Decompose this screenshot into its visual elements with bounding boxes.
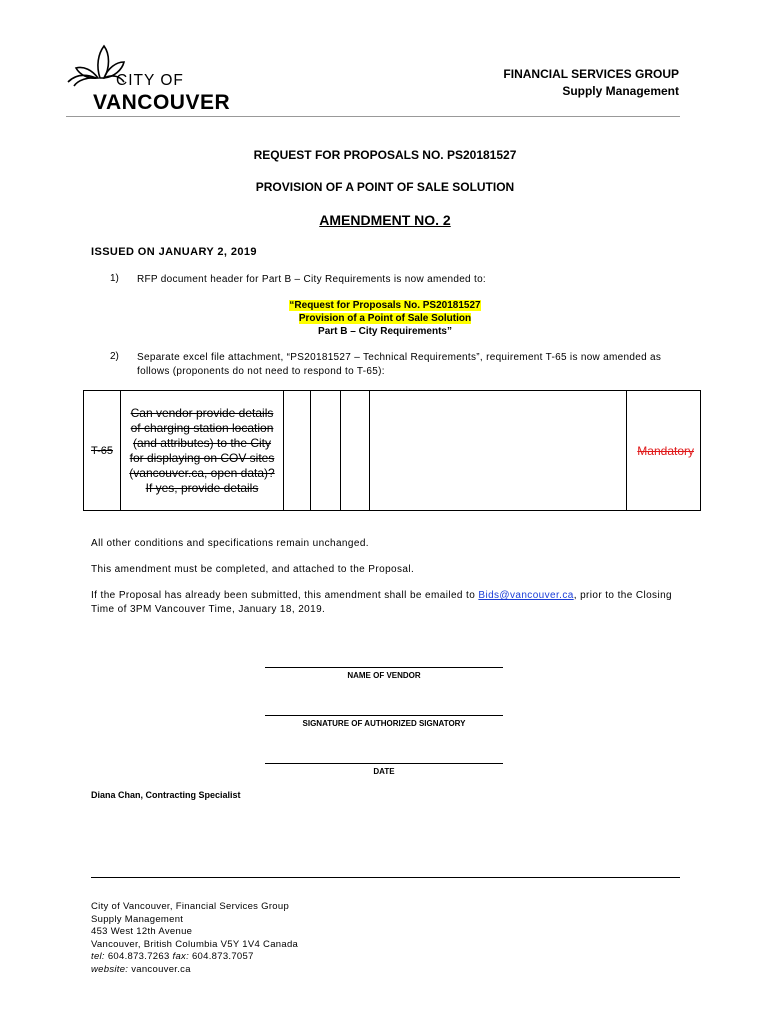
item-1-text: RFP document header for Part B – City Requirements is now amended to: — [137, 274, 487, 285]
footer-line-2: Supply Management — [91, 913, 184, 925]
requirement-description-cell — [121, 391, 284, 511]
footer-line-4: Vancouver, British Columbia V5Y 1V4 Canada — [91, 938, 299, 950]
header-right — [503, 66, 679, 100]
requirement-id: T-65 — [90, 444, 113, 457]
requirement-id-cell — [84, 391, 121, 511]
website-url: vancouver.ca — [131, 963, 191, 975]
provision-title: PROVISION OF A POINT OF SALE SOLUTION — [255, 180, 515, 194]
amended-header-line-3: Part B – City Requirements” — [318, 326, 452, 337]
signatory-label: SIGNATURE OF AUTHORIZED SIGNATORY — [302, 719, 466, 728]
footer-line-3: 453 West 12th Avenue — [91, 926, 193, 937]
complete-paragraph: This amendment must be completed, and attached to the Proposal. — [91, 564, 415, 575]
submitted-paragraph — [91, 589, 691, 616]
tel-number: 604.873.7263 — [107, 951, 170, 962]
requirement-level-cell — [627, 391, 701, 511]
contact-person: Diana Chan, Contracting Specialist — [91, 790, 241, 800]
date-label: DATE — [373, 767, 395, 776]
amendment-title: AMENDMENT NO. 2 — [319, 212, 451, 228]
logo-city-of: CITY OF — [116, 72, 184, 89]
footer-divider — [91, 877, 680, 878]
requirement-description: Can vendor provide details of charging station location (and attributes) to the City for displaying on COV sites (vancouver.ca, open data)? If yes, provide details — [129, 405, 275, 495]
amended-header-block — [0, 299, 770, 338]
signatory-line — [265, 715, 503, 716]
header-dept: Supply Management — [562, 84, 679, 98]
requirement-table — [83, 390, 701, 511]
fax-label: fax: — [172, 951, 190, 962]
footer-phone-line — [91, 951, 298, 964]
submitted-text-pre: If the Proposal has already been submitted, this amendment shall be emailed to — [91, 590, 479, 601]
empty-cell — [311, 391, 341, 511]
footer-address — [91, 901, 298, 976]
vendor-name-label: NAME OF VENDOR — [347, 671, 421, 680]
empty-cell — [284, 391, 311, 511]
unchanged-paragraph: All other conditions and specifications remain unchanged. — [91, 538, 369, 549]
logo-vancouver: VANCOUVER — [93, 91, 231, 114]
submitted-text-post: , prior to the Closing Time of 3PM Vancouver Time, January 18, 2019. — [91, 590, 673, 615]
amended-header-line-1: “Request for Proposals No. PS20181527 — [289, 300, 481, 311]
bids-email-link[interactable]: Bids@vancouver.ca — [478, 590, 574, 601]
table-row — [84, 391, 701, 511]
header-divider — [66, 116, 680, 117]
item-1-number: 1) — [110, 273, 119, 284]
empty-cell — [370, 391, 627, 511]
issued-date: ISSUED ON JANUARY 2, 2019 — [91, 246, 257, 258]
item-2-number: 2) — [110, 351, 119, 362]
website-label: website: — [91, 963, 129, 975]
amended-header-line-2: Provision of a Point of Sale Solution — [298, 313, 472, 324]
tel-label: tel: — [91, 951, 105, 962]
requirement-level: Mandatory — [637, 443, 694, 458]
item-2-text: Separate excel file attachment, “PS20181527 – Technical Requirements”, requirement T-65 is now amended as follows (proponents do not need to respond to T-65): — [137, 352, 662, 377]
footer-line-1: City of Vancouver, Financial Services Group — [91, 901, 290, 912]
empty-cell — [341, 391, 370, 511]
date-line — [265, 763, 503, 764]
header-group: FINANCIAL SERVICES GROUP — [503, 67, 679, 81]
city-of-vancouver-logo — [66, 44, 246, 116]
vendor-name-line — [265, 667, 503, 668]
footer-web-line — [91, 964, 298, 977]
rfp-title: REQUEST FOR PROPOSALS NO. PS20181527 — [253, 148, 517, 162]
fax-number: 604.873.7057 — [191, 951, 254, 962]
